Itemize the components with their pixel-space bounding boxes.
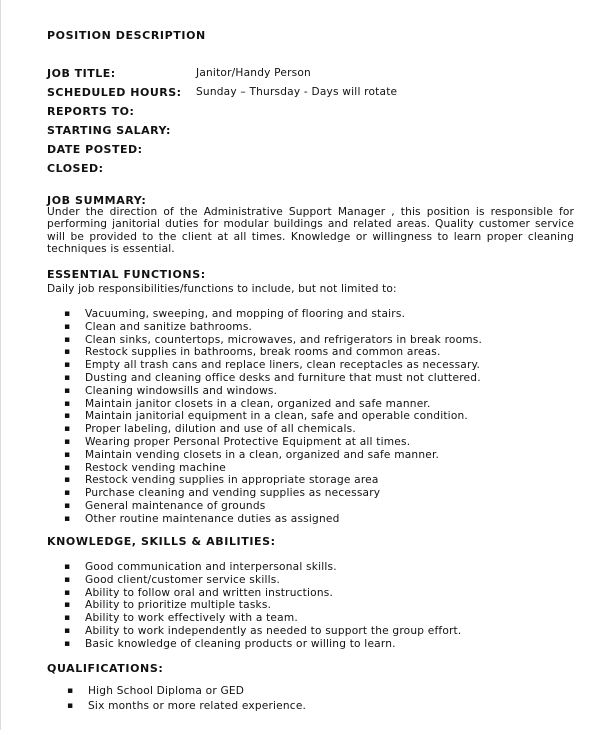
list-item-text: Proper labeling, dilution and use of all chemicals. [85,423,356,436]
bullet-icon: ▪ [67,700,74,711]
list-item-text: Basic knowledge of cleaning products or willing to learn. [85,637,396,650]
list-item-text: Dusting and cleaning office desks and furniture that must not cluttered. [85,371,481,384]
bullet-icon: ▪ [64,309,71,319]
essential-functions-heading: ESSENTIAL FUNCTIONS: [47,268,206,281]
list-item-text: Maintain vending closets in a clean, organized and safe manner. [85,448,440,461]
list-item-text: Maintain janitorial equipment in a clean, safe and operable condition. [85,410,468,423]
list-item-text: Restock vending machine [85,461,226,474]
bullet-icon: ▪ [64,574,71,585]
list-item-text: Ability to prioritize multiple tasks. [85,599,272,612]
list-item-text: Vacuuming, sweeping, and mopping of flooring and stairs. [85,308,406,320]
job-title-label: JOB TITLE: [47,67,116,80]
reports-to-label: REPORTS TO: [47,105,135,118]
bullet-icon: ▪ [64,562,71,572]
list-item-text: Good communication and interpersonal skills. [85,561,337,573]
bullet-icon: ▪ [64,424,71,435]
closed-label: CLOSED: [47,162,104,175]
list-item-text: Ability to work effectively with a team. [85,612,298,625]
bullet-icon: ▪ [64,360,71,371]
list-item-text: Ability to work independently as needed to support the group effort. [85,624,462,637]
bullet-icon: ▪ [64,600,71,611]
knowledge-skills-heading: KNOWLEDGE, SKILLS & ABILITIES: [47,535,276,548]
list-item-text: Good client/customer service skills. [85,573,281,586]
bullet-icon: ▪ [64,513,71,524]
bullet-icon: ▪ [64,385,71,396]
list-item-text: Restock vending supplies in appropriate storage area [85,474,379,487]
bullet-icon: ▪ [64,475,71,486]
starting-salary-label: STARTING SALARY: [47,124,171,137]
list-item-text: Purchase cleaning and vending supplies as necessary [85,487,381,500]
bullet-icon: ▪ [64,347,71,358]
bullet-icon: ▪ [64,372,71,383]
bullet-icon: ▪ [64,613,71,624]
list-item-text: Other routine maintenance duties as assigned [85,512,340,525]
bullet-icon: ▪ [64,500,71,511]
bullet-icon: ▪ [67,686,74,696]
job-summary-heading: JOB SUMMARY: [47,194,147,207]
bullet-icon: ▪ [64,462,71,473]
bullet-icon: ▪ [64,587,71,598]
list-item-text: Cleaning windowsills and windows. [85,384,278,397]
bullet-icon: ▪ [64,334,71,345]
essential-functions-intro: Daily job responsibilities/functions to include, but not limited to: [47,283,397,295]
bullet-icon: ▪ [64,321,71,332]
date-posted-label: DATE POSTED: [47,143,143,156]
bullet-icon: ▪ [64,638,71,649]
document-title: POSITION DESCRIPTION [47,29,206,42]
scheduled-hours-label: SCHEDULED HOURS: [47,86,182,99]
list-item-text: Clean sinks, countertops, microwaves, and refrigerators in break rooms. [85,333,483,346]
list-item-text: Wearing proper Personal Protective Equipment at all times. [85,435,411,448]
list-item-text: Clean and sanitize bathrooms. [85,320,253,333]
bullet-icon: ▪ [64,436,71,447]
scheduled-hours-value: Sunday – Thursday - Days will rotate [196,86,398,98]
bullet-icon: ▪ [64,398,71,409]
list-item-text: Restock supplies in bathrooms, break rooms and common areas. [85,346,441,359]
list-item-text: Ability to follow oral and written instructions. [85,586,334,599]
qualifications-heading: QUALIFICATIONS: [47,662,164,675]
list-item-text: High School Diploma or GED [88,685,245,697]
job-title-value: Janitor/Handy Person [196,67,311,79]
bullet-icon: ▪ [64,488,71,499]
bullet-icon: ▪ [64,625,71,636]
list-item-text: General maintenance of grounds [85,499,266,512]
list-item-text: Maintain janitor closets in a clean, organized and safe manner. [85,397,431,410]
bullet-icon: ▪ [64,449,71,460]
bullet-icon: ▪ [64,411,71,422]
list-item-text: Empty all trash cans and replace liners, clean receptacles as necessary. [85,359,481,372]
list-item-text: Six months or more related experience. [88,699,307,712]
job-summary-text: Under the direction of the Administrative Support Manager , this position is responsible for performing janitorial duties for modular buildings and related areas. Quality customer service will be provided to the client at all times. Knowledge or willingness to learn proper cleaning techniques is essential. [47,206,574,255]
